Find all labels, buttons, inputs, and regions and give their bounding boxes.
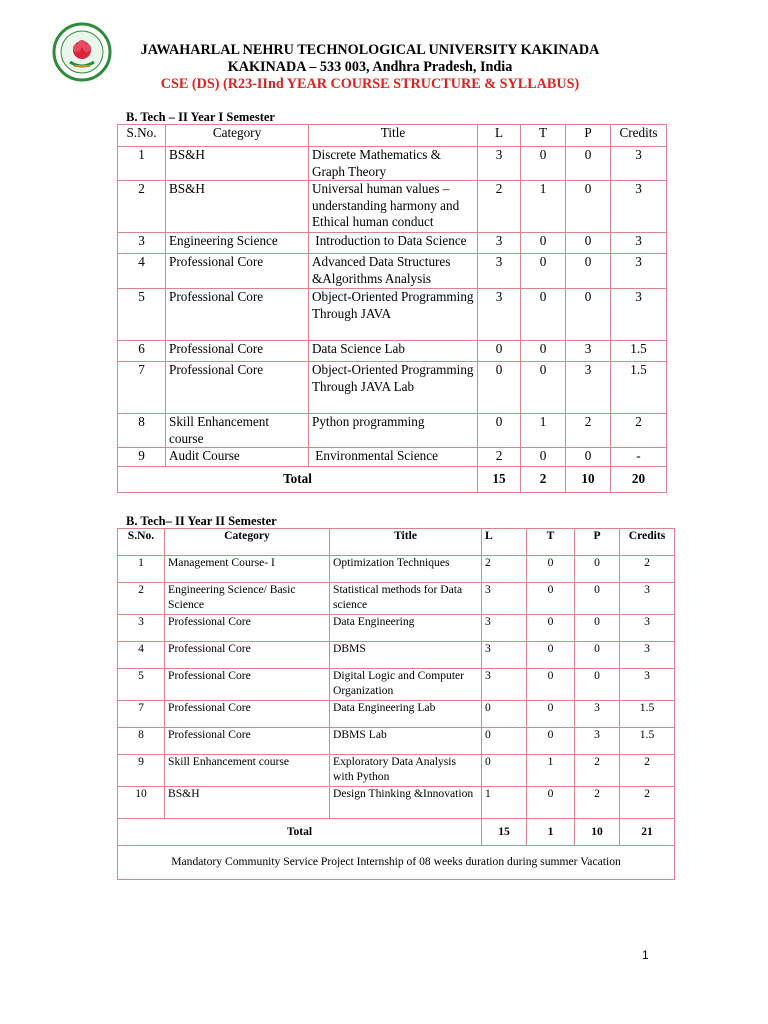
cell-t: 0 [527,701,575,728]
table-row [118,615,675,642]
semester-2-table [117,528,675,880]
table-row [118,289,667,341]
cell-l: 3 [478,254,521,289]
cell-p: 0 [575,615,620,642]
cell-sno: 8 [118,728,165,755]
cell-p: 3 [575,728,620,755]
cell-category: Professional Core [166,289,309,341]
total-row [118,819,675,846]
cell-category: Engineering Science [166,233,309,254]
cell-credits: 3 [611,233,667,254]
table-row [118,362,667,414]
cell-t: 1 [527,755,575,787]
cell-credits: 1.5 [620,701,675,728]
cell-sno: 1 [118,147,166,181]
total-label: Total [118,467,478,493]
cell-sno: 2 [118,181,166,233]
col-header: T [527,529,575,556]
cell-p: 3 [575,701,620,728]
col-header: Category [166,125,309,147]
cell-l: 2 [478,181,521,233]
cell-title: Advanced Data Structures &Algorithms Analysis [309,254,478,289]
cell-sno: 5 [118,289,166,341]
cell-credits: 1.5 [611,341,667,362]
cell-sno: 3 [118,615,165,642]
total-row [118,467,667,493]
cell-t: 0 [521,254,566,289]
semester-1-table [117,124,667,493]
total-t: 2 [521,467,566,493]
cell-t: 0 [521,147,566,181]
semester-1-title: B. Tech – II Year I Semester [126,110,275,124]
cell-l: 3 [478,147,521,181]
cell-category: Professional Core [165,642,330,669]
cell-sno: 10 [118,787,165,819]
table-row [118,787,675,819]
cell-title: Environmental Science [309,448,478,467]
cell-p: 0 [575,669,620,701]
cell-category: BS&H [166,147,309,181]
cell-title: Design Thinking &Innovation [330,787,482,819]
cell-title: Introduction to Data Science [309,233,478,254]
col-header: S.No. [118,125,166,147]
cell-l: 0 [478,341,521,362]
cell-l: 3 [478,289,521,341]
cell-category: BS&H [165,787,330,819]
cell-title: Object-Oriented Programming Through JAVA [309,289,478,341]
cell-t: 0 [521,289,566,341]
cell-title: DBMS Lab [330,728,482,755]
cell-p: 2 [575,755,620,787]
table-row [118,642,675,669]
cell-t: 0 [521,362,566,414]
cell-category: Professional Core [165,615,330,642]
cell-p: 0 [575,583,620,615]
cell-title: Statistical methods for Data science [330,583,482,615]
cell-category: Audit Course [166,448,309,467]
cell-sno: 4 [118,254,166,289]
cell-t: 0 [527,642,575,669]
cell-sno: 4 [118,642,165,669]
cell-sno: 3 [118,233,166,254]
cell-title: DBMS [330,642,482,669]
cell-title: Data Engineering Lab [330,701,482,728]
cell-credits: 3 [611,289,667,341]
cell-credits: 3 [620,669,675,701]
cell-t: 1 [521,181,566,233]
cell-l: 0 [482,728,527,755]
col-header: S.No. [118,529,165,556]
table-row [118,448,667,467]
table-row [118,755,675,787]
cell-p: 0 [566,254,611,289]
table-row [118,556,675,583]
cell-p: 3 [566,341,611,362]
col-header: P [575,529,620,556]
cell-l: 3 [482,615,527,642]
cell-category: Professional Core [166,362,309,414]
cell-category: Professional Core [166,341,309,362]
cell-l: 3 [482,669,527,701]
cell-t: 0 [527,787,575,819]
cell-p: 3 [566,362,611,414]
table-row [118,414,667,448]
total-t: 1 [527,819,575,846]
cell-sno: 6 [118,341,166,362]
cell-title: Optimization Techniques [330,556,482,583]
cell-l: 2 [478,448,521,467]
university-name: JAWAHARLAL NEHRU TECHNOLOGICAL UNIVERSITY KAKINADA [140,42,600,58]
total-l: 15 [482,819,527,846]
cell-category: Management Course- I [165,556,330,583]
total-l: 15 [478,467,521,493]
cell-sno: 5 [118,669,165,701]
cell-title: Universal human values – understanding harmony and Ethical human conduct [309,181,478,233]
table-row [118,147,667,181]
col-header: T [521,125,566,147]
cell-t: 0 [521,341,566,362]
university-address: KAKINADA – 533 003, Andhra Pradesh, India [227,59,513,75]
cell-category: Professional Core [166,254,309,289]
cell-l: 1 [482,787,527,819]
cell-t: 0 [527,615,575,642]
cell-sno: 7 [118,362,166,414]
table-row [118,669,675,701]
cell-t: 0 [521,233,566,254]
table-row [118,341,667,362]
cell-p: 0 [566,147,611,181]
table-header-row [118,125,667,147]
cell-l: 0 [482,755,527,787]
col-header: L [478,125,521,147]
cell-p: 0 [575,642,620,669]
cell-credits: 2 [611,414,667,448]
cell-credits: 3 [620,642,675,669]
internship-note: Mandatory Community Service Project Internship of 08 weeks duration during summer Vacation [118,846,675,880]
cell-title: Object-Oriented Programming Through JAVA Lab [309,362,478,414]
cell-l: 0 [478,362,521,414]
cell-title: Exploratory Data Analysis with Python [330,755,482,787]
cell-t: 1 [521,414,566,448]
col-header: Title [309,125,478,147]
table-row [118,728,675,755]
cell-l: 2 [482,556,527,583]
cell-sno: 1 [118,556,165,583]
cell-l: 0 [482,701,527,728]
table-header-row [118,529,675,556]
cell-category: Engineering Science/ Basic Science [165,583,330,615]
col-header: Credits [620,529,675,556]
cell-t: 0 [527,669,575,701]
cell-credits: 3 [620,615,675,642]
col-header: Title [330,529,482,556]
col-header: P [566,125,611,147]
page-number: 1 [642,948,649,962]
cell-sno: 8 [118,414,166,448]
table-row [118,181,667,233]
cell-sno: 2 [118,583,165,615]
cell-t: 0 [521,448,566,467]
col-header: Credits [611,125,667,147]
cell-credits: 1.5 [611,362,667,414]
cell-category: Professional Core [165,669,330,701]
table-row [118,254,667,289]
cell-title: Data Science Lab [309,341,478,362]
cell-category: Professional Core [165,701,330,728]
cell-p: 0 [566,181,611,233]
total-credits: 21 [620,819,675,846]
total-credits: 20 [611,467,667,493]
cell-credits: 3 [611,181,667,233]
cell-p: 0 [566,448,611,467]
cell-credits: - [611,448,667,467]
cell-sno: 9 [118,755,165,787]
cell-category: Professional Core [165,728,330,755]
cell-l: 3 [482,642,527,669]
cell-title: Discrete Mathematics & Graph Theory [309,147,478,181]
cell-l: 3 [478,233,521,254]
cell-title: Python programming [309,414,478,448]
note-row [118,846,675,880]
cell-credits: 2 [620,556,675,583]
cell-p: 0 [566,233,611,254]
cell-sno: 9 [118,448,166,467]
cell-l: 3 [482,583,527,615]
cell-credits: 2 [620,755,675,787]
cell-title: Digital Logic and Computer Organization [330,669,482,701]
cell-sno: 7 [118,701,165,728]
cell-p: 2 [575,787,620,819]
cell-p: 0 [566,289,611,341]
total-p: 10 [575,819,620,846]
cell-credits: 3 [611,254,667,289]
cell-credits: 3 [611,147,667,181]
cell-t: 0 [527,728,575,755]
cell-category: Skill Enhancement course [165,755,330,787]
program-title: CSE (DS) (R23-IInd YEAR COURSE STRUCTURE & SYLLABUS) [160,76,580,92]
cell-l: 0 [478,414,521,448]
col-header: Category [165,529,330,556]
university-logo [52,22,112,82]
table-row [118,701,675,728]
cell-category: Skill Enhancement course [166,414,309,448]
cell-p: 0 [575,556,620,583]
table-row [118,233,667,254]
total-label: Total [118,819,482,846]
cell-title: Data Engineering [330,615,482,642]
cell-t: 0 [527,583,575,615]
cell-credits: 1.5 [620,728,675,755]
semester-2-title: B. Tech– II Year II Semester [126,514,277,528]
cell-credits: 2 [620,787,675,819]
cell-credits: 3 [620,583,675,615]
cell-t: 0 [527,556,575,583]
cell-category: BS&H [166,181,309,233]
cell-p: 2 [566,414,611,448]
col-header: L [482,529,527,556]
total-p: 10 [566,467,611,493]
table-row [118,583,675,615]
